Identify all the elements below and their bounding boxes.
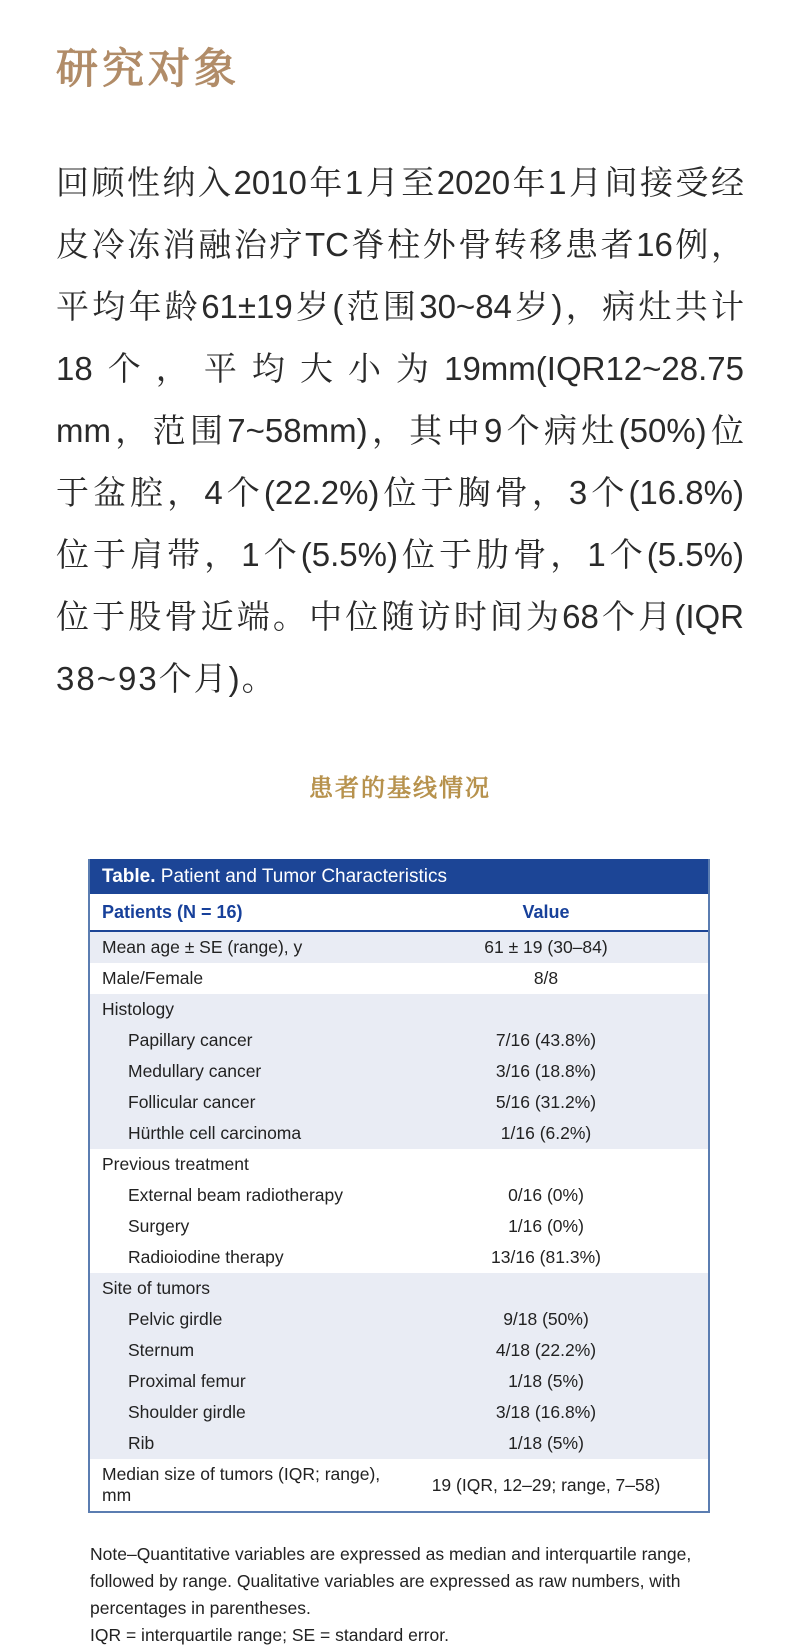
- table-body: [90, 932, 708, 1511]
- table-notes: [90, 1541, 715, 1649]
- paragraph-line: mm，范围7~58mm)，其中9个病灶(50%)位: [56, 412, 744, 449]
- row-label: Medullary cancer: [128, 1061, 262, 1081]
- paragraph-line: 于盆腔，4个(22.2%)位于胸骨，3个(16.8%): [56, 474, 744, 511]
- study-paragraph: [56, 152, 744, 710]
- row-value: 3/16 (18.8%): [495, 1061, 597, 1081]
- row-label: Hürthle cell carcinoma: [128, 1123, 302, 1143]
- table-row: [90, 963, 708, 994]
- paragraph-line: 平均年龄61±19岁(范围30~84岁)，病灶共计: [56, 288, 744, 325]
- section-title: 研究对象: [56, 47, 241, 93]
- paragraph-line: 回顾性纳入2010年1月至2020年1月间接受经: [56, 164, 744, 201]
- row-value: 1/18 (5%): [508, 1371, 584, 1391]
- patient-characteristics-table: [88, 859, 710, 1513]
- table-row: [90, 1118, 708, 1149]
- row-label: Shoulder girdle: [128, 1402, 246, 1422]
- row-label: External beam radiotherapy: [128, 1185, 343, 1205]
- row-label: Previous treatment: [102, 1154, 249, 1174]
- row-value: 7/16 (43.8%): [495, 1030, 597, 1050]
- table-row: [90, 1428, 708, 1459]
- table-note: IQR = interquartile range; SE = standard error.: [90, 1625, 449, 1645]
- table-row: [90, 1149, 708, 1180]
- row-label: Rib: [128, 1433, 155, 1453]
- table-row: [90, 1304, 708, 1335]
- row-label: Papillary cancer: [128, 1030, 253, 1050]
- row-value: 61 ± 19 (30–84): [484, 937, 608, 957]
- table-row: [90, 1397, 708, 1428]
- table-row: [90, 1335, 708, 1366]
- row-value: 13/16 (81.3%): [491, 1247, 601, 1267]
- row-value: 1/18 (5%): [508, 1433, 584, 1453]
- table-note: Note–Quantitative variables are expressed as median and interquartile range, followed by range. Qualitative variables are expressed as raw numbers, with percentages in parentheses.: [90, 1544, 692, 1618]
- row-value: 4/18 (22.2%): [495, 1340, 597, 1360]
- row-value: 19 (IQR, 12–29; range, 7–58): [431, 1474, 661, 1495]
- paragraph-line: 18个，平均大小为19mm(IQR12~28.75: [56, 350, 744, 387]
- article-body: [0, 36, 800, 1649]
- row-value: 3/18 (16.8%): [495, 1402, 597, 1422]
- row-value: 5/16 (31.2%): [495, 1092, 597, 1112]
- row-value: 8/8: [533, 968, 559, 988]
- table-row: [90, 1366, 708, 1397]
- row-value: 0/16 (0%): [508, 1185, 584, 1205]
- paragraph-line: 位于肩带，1个(5.5%)位于肋骨，1个(5.5%): [56, 536, 744, 573]
- table-title-text: Patient and Tumor Characteristics: [160, 866, 447, 887]
- row-label: Pelvic girdle: [128, 1309, 223, 1329]
- table-row: [90, 1273, 708, 1304]
- table-row: [90, 1242, 708, 1273]
- row-value: 1/16 (6.2%): [500, 1123, 592, 1143]
- row-label: Median size of tumors (IQR; range), mm: [102, 1464, 381, 1505]
- row-value: 9/18 (50%): [503, 1309, 589, 1329]
- table-row: [90, 1056, 708, 1087]
- table-title-bar: [90, 859, 708, 894]
- column-header-value: Value: [522, 902, 570, 922]
- row-label: Site of tumors: [102, 1278, 210, 1298]
- row-label: Sternum: [128, 1340, 195, 1360]
- table-row: [90, 1459, 708, 1511]
- table-row: [90, 1211, 708, 1242]
- table-row: [90, 1087, 708, 1118]
- row-label: Male/Female: [102, 968, 204, 988]
- table-row: [90, 1180, 708, 1211]
- table-row: [90, 932, 708, 963]
- paragraph-line: 38~93个月)。: [56, 660, 277, 697]
- row-label: Surgery: [128, 1216, 190, 1236]
- row-label: Mean age ± SE (range), y: [102, 937, 303, 957]
- table-column-header: [90, 894, 708, 932]
- row-label: Proximal femur: [128, 1371, 246, 1391]
- paragraph-line: 皮冷冻消融治疗TC脊柱外骨转移患者16例，: [56, 226, 744, 263]
- row-label: Histology: [102, 999, 174, 1019]
- row-label: Radioiodine therapy: [128, 1247, 284, 1267]
- paragraph-line: 位于股骨近端。中位随访时间为68个月(IQR: [56, 598, 744, 635]
- table-row: [90, 1025, 708, 1056]
- table-row: [90, 994, 708, 1025]
- row-label: Follicular cancer: [128, 1092, 256, 1112]
- table-title-label: Table.: [102, 866, 156, 887]
- table-caption: 患者的基线情况: [309, 775, 491, 802]
- row-value: 1/16 (0%): [508, 1216, 584, 1236]
- column-header-patients: Patients (N = 16): [102, 902, 243, 922]
